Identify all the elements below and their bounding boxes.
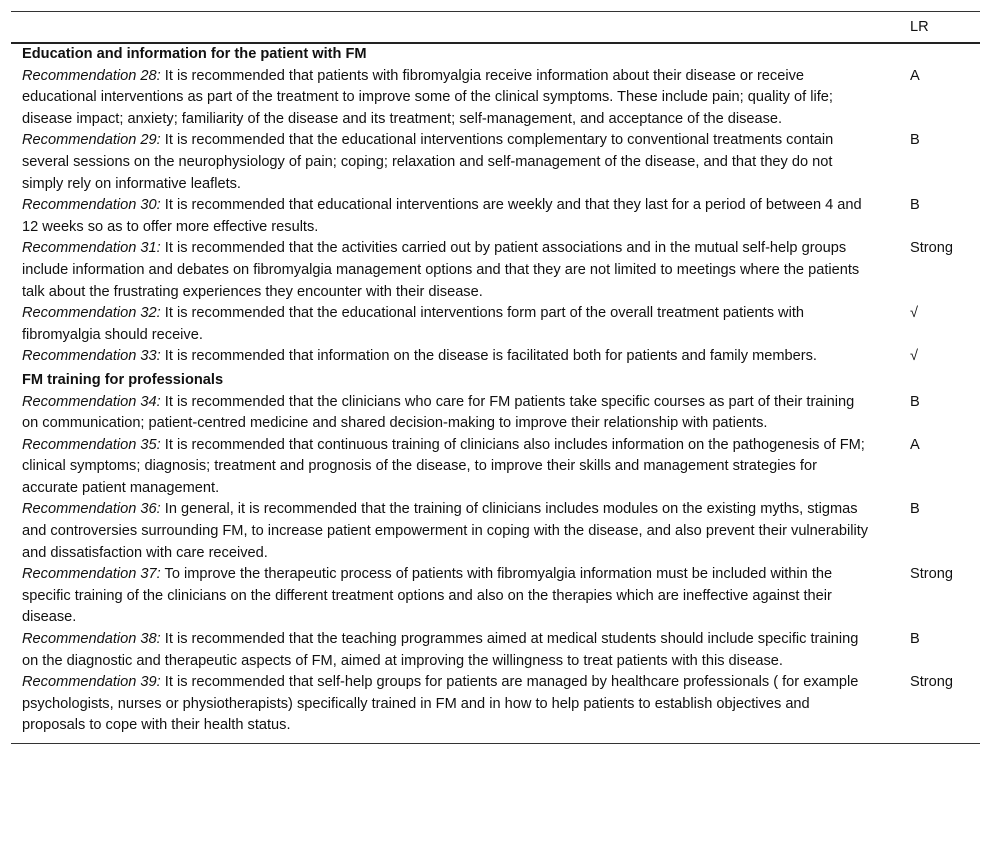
section-title: Education and information for the patient with FM	[22, 46, 367, 62]
recommendation-cell	[11, 195, 898, 238]
recommendations-table	[11, 11, 980, 744]
recommendation-label: Recommendation 39:	[22, 674, 161, 691]
section-header-row	[11, 43, 980, 66]
table-row	[11, 672, 980, 743]
recommendation-text: It is recommended that information on the disease is facilitated both for patients and family members.	[160, 348, 817, 365]
recommendation-text: It is recommended that the clinicians who care for FM patients take specific courses as part of their training on communication; patient-centred medicine and shared decision-making to improve their relationship with patients.	[22, 393, 855, 432]
recommendation-cell	[11, 346, 898, 368]
level-of-recommendation: Strong	[898, 672, 980, 743]
level-of-recommendation: B	[910, 132, 920, 149]
table-row	[11, 130, 980, 195]
recommendation-text: To improve the therapeutic process of patients with fibromyalgia information must be included within the specific training of the clinicians on the different treatment options and also on the therapies which are ineffective against their disease.	[22, 566, 833, 626]
recommendation-text: It is recommended that the educational interventions complementary to conventional treatments contain several sessions on the neurophysiology of pain; coping; relaxation and self-management of the disease, and that they do not simply rely on informative leaflets.	[22, 132, 834, 192]
header-recommendation	[11, 12, 898, 44]
recommendation-label: Recommendation 36:	[22, 501, 161, 518]
level-of-recommendation: Strong	[910, 566, 953, 583]
recommendation-cell	[11, 66, 898, 131]
recommendation-text: In general, it is recommended that the training of clinicians includes modules on the existing myths, stigmas and controversies surrounding FM, to increase patient empowerment in coping with the disease, and also prevent their vulnerability and dissatisfaction with care received.	[22, 501, 869, 561]
level-of-recommendation: B	[910, 631, 920, 648]
section-header-row	[11, 368, 980, 392]
table-row	[11, 195, 980, 238]
level-of-recommendation: √	[910, 305, 919, 322]
recommendation-label: Recommendation 32:	[22, 305, 161, 322]
recommendation-text: It is recommended that educational interventions are weekly and that they last for a period of between 4 and 12 weeks so as to offer more effective results.	[22, 197, 862, 235]
recommendation-text: It is recommended that the educational interventions form part of the overall treatment patients with fibromyalgia should receive.	[22, 305, 805, 343]
table-header-row	[11, 12, 980, 44]
recommendation-label: Recommendation 37:	[22, 566, 161, 583]
table-row	[11, 303, 980, 346]
level-of-recommendation: A	[910, 67, 920, 84]
section-title: FM training for professionals	[22, 371, 224, 388]
level-of-recommendation: √	[910, 348, 919, 365]
recommendation-cell	[11, 238, 898, 303]
recommendation-cell	[11, 629, 898, 672]
level-of-recommendation: B	[910, 197, 920, 214]
table-row	[11, 435, 980, 500]
recommendation-text: It is recommended that self-help groups for patients are managed by healthcare professionals ( for example psychologists, nurses or physiotherapists) specifically trained in FM and in how to help patients to establish objectives and proposals to cope with their health status.	[22, 674, 859, 734]
recommendation-text: It is recommended that patients with fibromyalgia receive information about their disease or receive educational interventions as part of the treatment to improve some of the clinical symptoms. These include pain; quality of life; disease impact; anxiety; familiarity of the disease and its treatment; self-management, and acceptance of the disease.	[22, 67, 833, 127]
header-lr: LR	[898, 12, 980, 44]
recommendation-label: Recommendation 31:	[22, 240, 161, 257]
recommendation-label: Recommendation 28:	[22, 67, 161, 84]
level-of-recommendation: Strong	[910, 240, 953, 257]
recommendation-cell	[11, 499, 898, 564]
recommendation-label: Recommendation 35:	[22, 436, 161, 453]
recommendation-cell	[11, 303, 898, 346]
recommendation-cell	[11, 392, 898, 435]
recommendation-label: Recommendation 30:	[22, 197, 161, 214]
table-row	[11, 392, 980, 435]
recommendation-cell	[11, 435, 898, 500]
recommendation-label: Recommendation 38:	[22, 631, 161, 648]
table-row	[11, 238, 980, 303]
recommendation-cell	[11, 130, 898, 195]
recommendation-cell	[11, 564, 898, 629]
recommendation-text: It is recommended that the activities carried out by patient associations and in the mutual self-help groups include information and debates on fibromyalgia management options and that they are not limited to meetings where the patients talk about the frustrating experiences they encounter with their disease.	[22, 240, 860, 300]
recommendation-cell	[11, 672, 898, 743]
recommendation-text: It is recommended that the teaching programmes aimed at medical students should include specific training on the diagnostic and therapeutic aspects of FM, aimed at improving the willingness to treat patients with this disease.	[22, 631, 859, 669]
level-of-recommendation: A	[910, 436, 920, 453]
level-of-recommendation: B	[910, 501, 920, 518]
table-row	[11, 66, 980, 131]
table-row	[11, 629, 980, 672]
table-row	[11, 564, 980, 629]
recommendation-label: Recommendation 29:	[22, 132, 161, 149]
recommendation-label: Recommendation 34:	[22, 393, 161, 410]
level-of-recommendation: B	[910, 393, 920, 410]
recommendation-text: It is recommended that continuous training of clinicians also includes information on the pathogenesis of FM; clinical symptoms; diagnosis; treatment and prognosis of the disease, to improve their skills and management strategies for accurate patient management.	[22, 436, 865, 496]
table-row	[11, 346, 980, 368]
recommendation-label: Recommendation 33:	[22, 348, 161, 365]
table-row	[11, 499, 980, 564]
